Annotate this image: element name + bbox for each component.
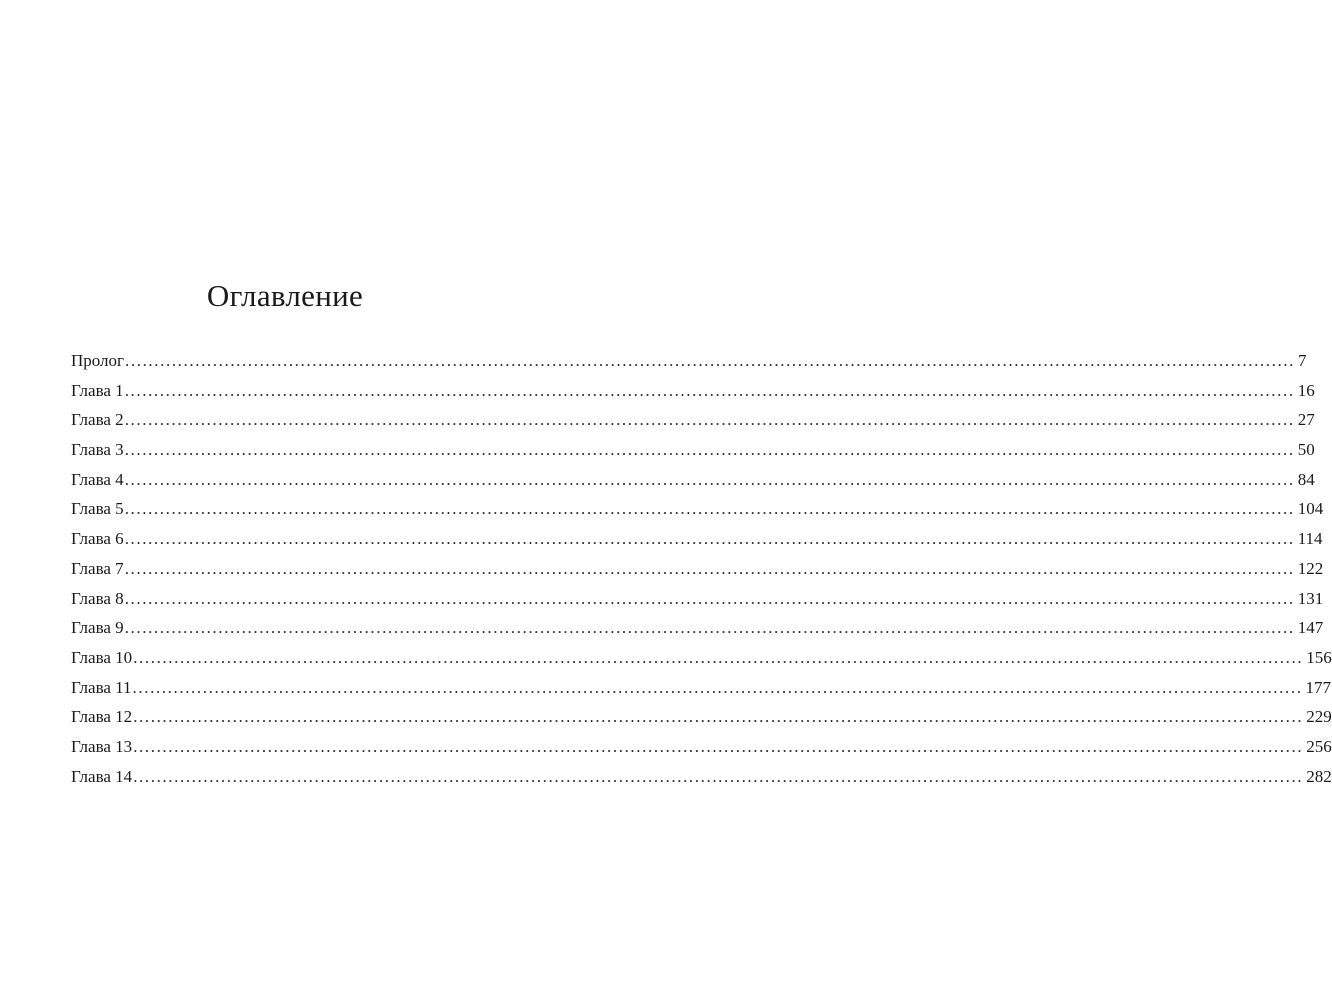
toc-page-number: 16 (1297, 380, 1315, 400)
toc-page-number: 256 (1306, 736, 1332, 756)
toc-leader-dots: ........................................................................................................................................................................................................ (125, 351, 1296, 370)
toc-title: Оглавление (206, 278, 364, 313)
toc-entry-label: Глава 3 (71, 440, 124, 460)
toc-leader-dots: ........................................................................................................................................................................................................ (133, 766, 1304, 786)
toc-entry[interactable] (71, 702, 1332, 732)
toc-entry-label: Глава 9 (71, 618, 124, 638)
toc-entry-label: Глава 13 (71, 736, 133, 756)
toc-entry[interactable] (71, 584, 1324, 614)
toc-leader-dots: ........................................................................................................................................................................................................ (133, 707, 1304, 727)
toc-page-number: 104 (1297, 499, 1324, 519)
toc-page-number: 177 (1305, 677, 1332, 697)
toc-entry-label: Глава 2 (71, 410, 124, 430)
toc-entry[interactable] (71, 405, 1315, 435)
toc-entry[interactable] (71, 643, 1332, 673)
toc-entry[interactable] (71, 554, 1324, 584)
toc-entry-label: Глава 4 (71, 469, 124, 489)
toc-entry[interactable] (71, 376, 1315, 406)
toc-entry[interactable] (71, 613, 1324, 643)
toc-entry[interactable] (71, 673, 1332, 703)
toc-leader-dots: ........................................................................................................................................................................................................ (124, 588, 1295, 608)
toc-leader-dots: ........................................................................................................................................................................................................ (124, 380, 1295, 400)
toc-leader-dots: ........................................................................................................................................................................................................ (132, 677, 1303, 697)
toc-leader-dots: ........................................................................................................................................................................................................ (133, 736, 1304, 756)
toc-entry-label: Глава 10 (71, 647, 133, 667)
toc-entry-label: Глава 5 (71, 499, 124, 519)
toc-page-number: 147 (1297, 618, 1324, 638)
toc-page-number: 50 (1297, 440, 1315, 460)
toc-leader-dots: ........................................................................................................................................................................................................ (124, 618, 1295, 638)
toc-entry[interactable] (71, 524, 1323, 554)
toc-entry-label: Глава 14 (71, 766, 133, 786)
toc-page-number: 156 (1306, 647, 1332, 667)
toc-leader-dots: ........................................................................................................................................................................................................ (133, 647, 1304, 667)
toc-entry-label: Глава 11 (71, 677, 132, 697)
toc-page-number: 282 (1306, 766, 1332, 786)
toc-page-number: 7 (1298, 351, 1307, 370)
toc-page-number: 84 (1297, 469, 1315, 489)
toc-page-number: 229 (1306, 707, 1332, 727)
toc-leader-dots: ........................................................................................................................................................................................................ (124, 410, 1295, 430)
toc-entry-label: Глава 12 (71, 707, 133, 727)
toc-entry-label: Глава 8 (71, 588, 124, 608)
toc-entry[interactable] (71, 435, 1315, 465)
toc-page-number: 27 (1297, 410, 1315, 430)
toc-leader-dots: ........................................................................................................................................................................................................ (124, 440, 1295, 460)
toc-leader-dots: ........................................................................................................................................................................................................ (124, 529, 1295, 549)
toc-leader-dots: ........................................................................................................................................................................................................ (124, 499, 1295, 519)
toc-page-number: 114 (1297, 529, 1323, 549)
toc-entry[interactable] (71, 494, 1324, 524)
toc-entry[interactable] (71, 762, 1332, 792)
toc-leader-dots: ........................................................................................................................................................................................................ (124, 558, 1295, 578)
toc-entry[interactable] (71, 732, 1332, 762)
toc-entry[interactable] (71, 346, 1307, 376)
toc-leader-dots: ........................................................................................................................................................................................................ (124, 469, 1295, 489)
toc-page-number: 122 (1297, 558, 1324, 578)
toc-entry-label: Глава 6 (71, 529, 124, 549)
toc-entry[interactable] (71, 465, 1315, 495)
toc-page-number: 131 (1297, 588, 1324, 608)
toc-entry-label: Глава 7 (71, 558, 124, 578)
toc-entry-label: Пролог (71, 351, 125, 370)
toc-entry-label: Глава 1 (71, 380, 124, 400)
toc-list (71, 346, 1332, 791)
